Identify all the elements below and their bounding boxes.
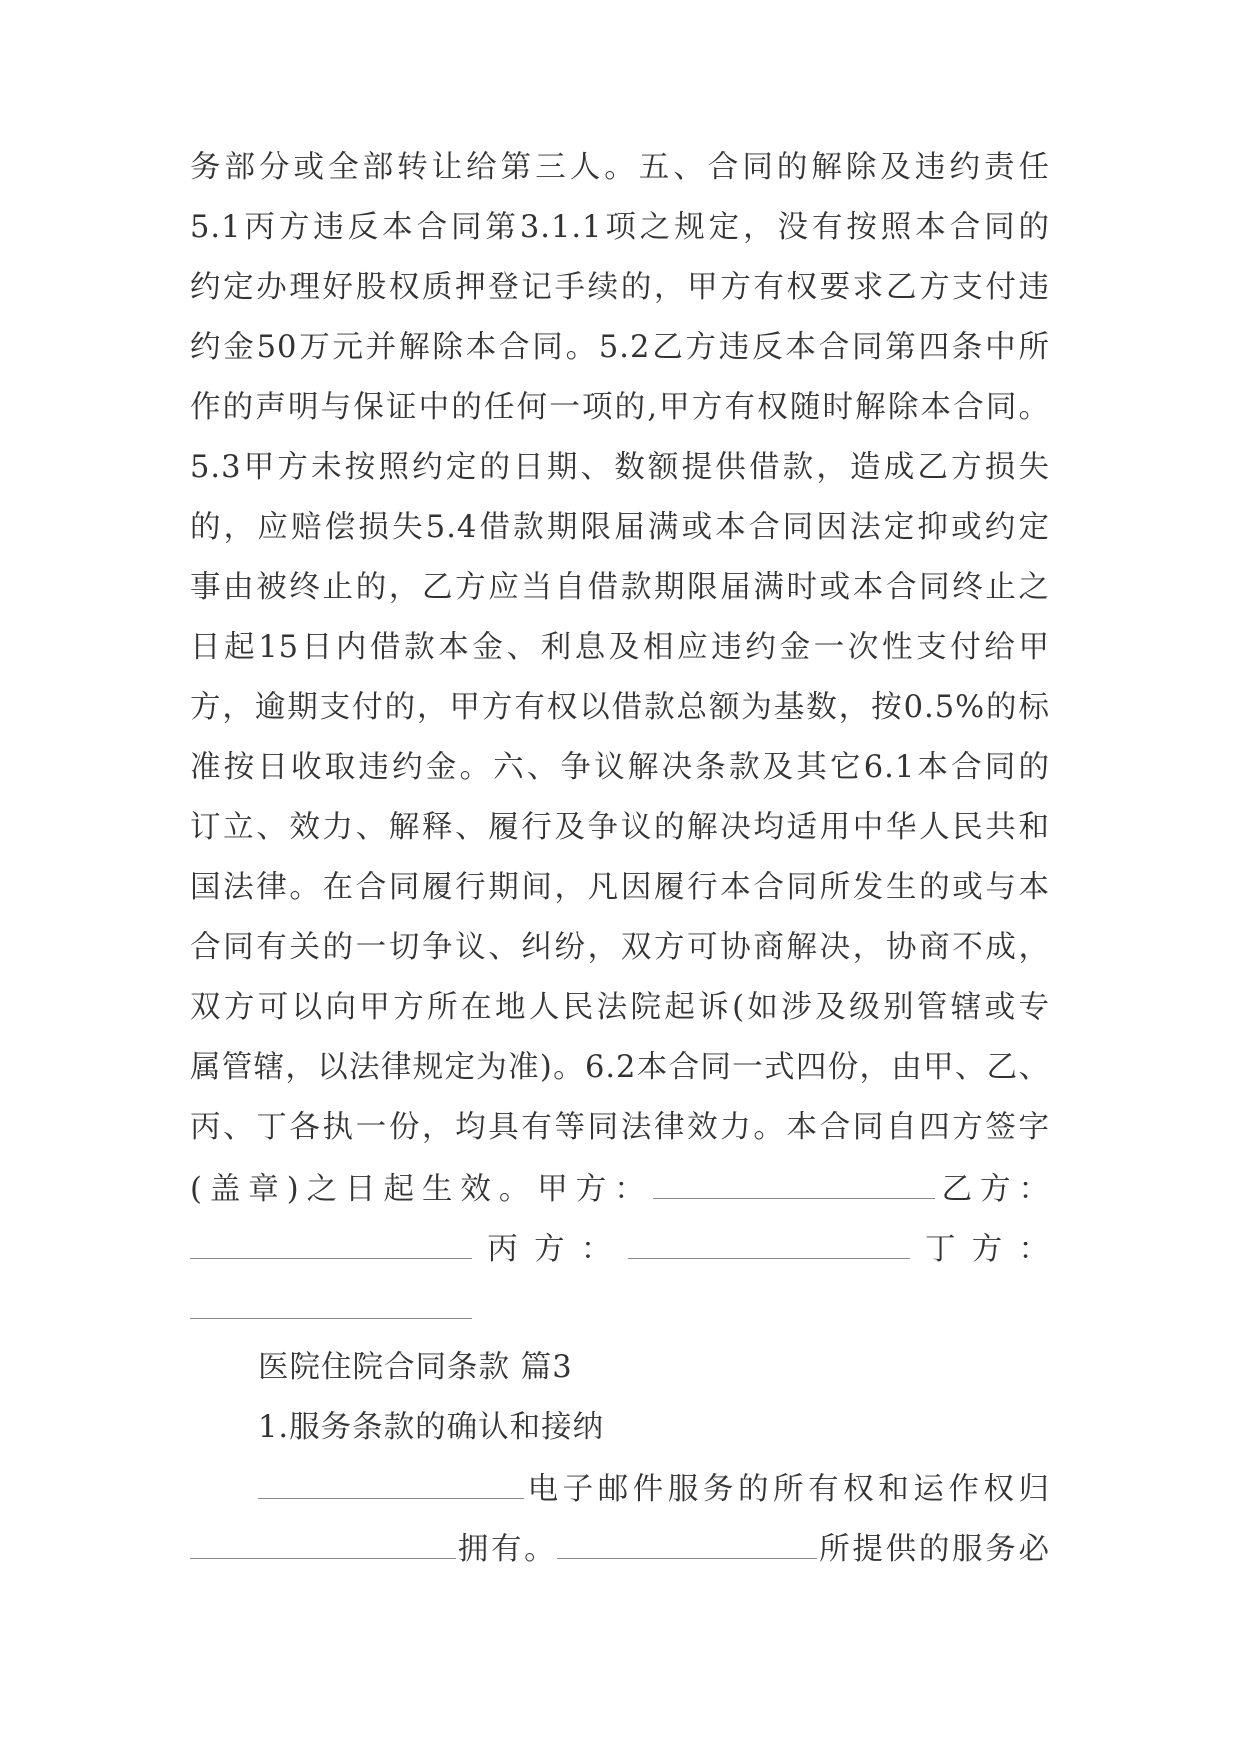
signature-line-2 (190, 1218, 1050, 1278)
body-line-8: 事由被终止的，乙方应当自借款期限届满时或本合同终止之 (190, 570, 1050, 605)
signature-line-3 (190, 1278, 1050, 1338)
body-line-10: 方，逾期支付的，甲方有权以借款总额为基数，按0.5%的标 (190, 690, 1050, 725)
body-line-15: 双方可以向甲方所在地人民法院起诉(如涉及级别管辖或专 (190, 990, 1050, 1025)
clause-title: 1.服务条款的确认和接纳 (258, 1410, 605, 1445)
signature-line-1 (190, 1158, 1050, 1218)
provider-name-blank (258, 1458, 524, 1499)
clause-line-2-text-b: 所提供的服务必 (817, 1532, 1051, 1567)
owner-name-blank (190, 1518, 456, 1559)
body-line-9: 日起15日内借款本金、利息及相应违约金一次性支付给甲 (190, 630, 1050, 665)
body-line-7: 的，应赔偿损失5.4借款期限届满或本合同因法定抑或约定 (190, 510, 1050, 545)
body-line-3: 约定办理好股权质押登记手续的，甲方有权要求乙方支付违 (190, 270, 1050, 305)
party-c-label: 丙方： (472, 1232, 628, 1267)
body-line-4: 约金50万元并解除本合同。5.2乙方违反本合同第四条中所 (190, 330, 1050, 365)
party-b-label: 乙方： (934, 1172, 1050, 1207)
section-heading: 医院住院合同条款 篇3 (258, 1350, 573, 1385)
body-line-6: 5.3甲方未按照约定的日期、数额提供借款，造成乙方损失 (190, 450, 1050, 485)
service-provider-blank (557, 1518, 817, 1559)
clause-line-2 (190, 1518, 1050, 1578)
party-d-signature-blank (190, 1278, 472, 1319)
clause-line-1 (258, 1458, 1050, 1518)
party-c-signature-blank (628, 1218, 910, 1259)
body-line-13: 国法律。在合同履行期间，凡因履行本合同所发生的或与本 (190, 870, 1050, 905)
clause-line-2-text-a: 拥有。 (456, 1532, 558, 1567)
body-line-2: 5.1丙方违反本合同第3.1.1项之规定，没有按照本合同的 (190, 210, 1050, 245)
body-line-12: 订立、效力、解释、履行及争议的解决均适用中华人民共和 (190, 810, 1050, 845)
body-line-11: 准按日收取违约金。六、争议解决条款及其它6.1本合同的 (190, 750, 1050, 785)
body-line-16: 属管辖，以法律规定为准)。6.2本合同一式四份，由甲、乙、 (190, 1050, 1050, 1085)
body-line-17: 丙、丁各执一份，均具有等同法律效力。本合同自四方签字 (190, 1110, 1050, 1145)
party-b-signature-blank (190, 1218, 472, 1259)
party-d-label: 丁方： (909, 1232, 1051, 1267)
body-line-14: 合同有关的一切争议、纠纷，双方可协商解决，协商不成， (190, 930, 1050, 965)
party-a-signature-blank (653, 1158, 935, 1199)
body-line-1: 务部分或全部转让给第三人。五、合同的解除及违约责任 (190, 150, 1050, 185)
body-line-5: 作的声明与保证中的任何一项的,甲方有权随时解除本合同。 (190, 390, 1050, 425)
effective-clause-party-a-label: (盖章)之日起生效。甲方： (190, 1172, 653, 1207)
clause-line-1-text: 电子邮件服务的所有权和运作权归 (524, 1472, 1050, 1507)
